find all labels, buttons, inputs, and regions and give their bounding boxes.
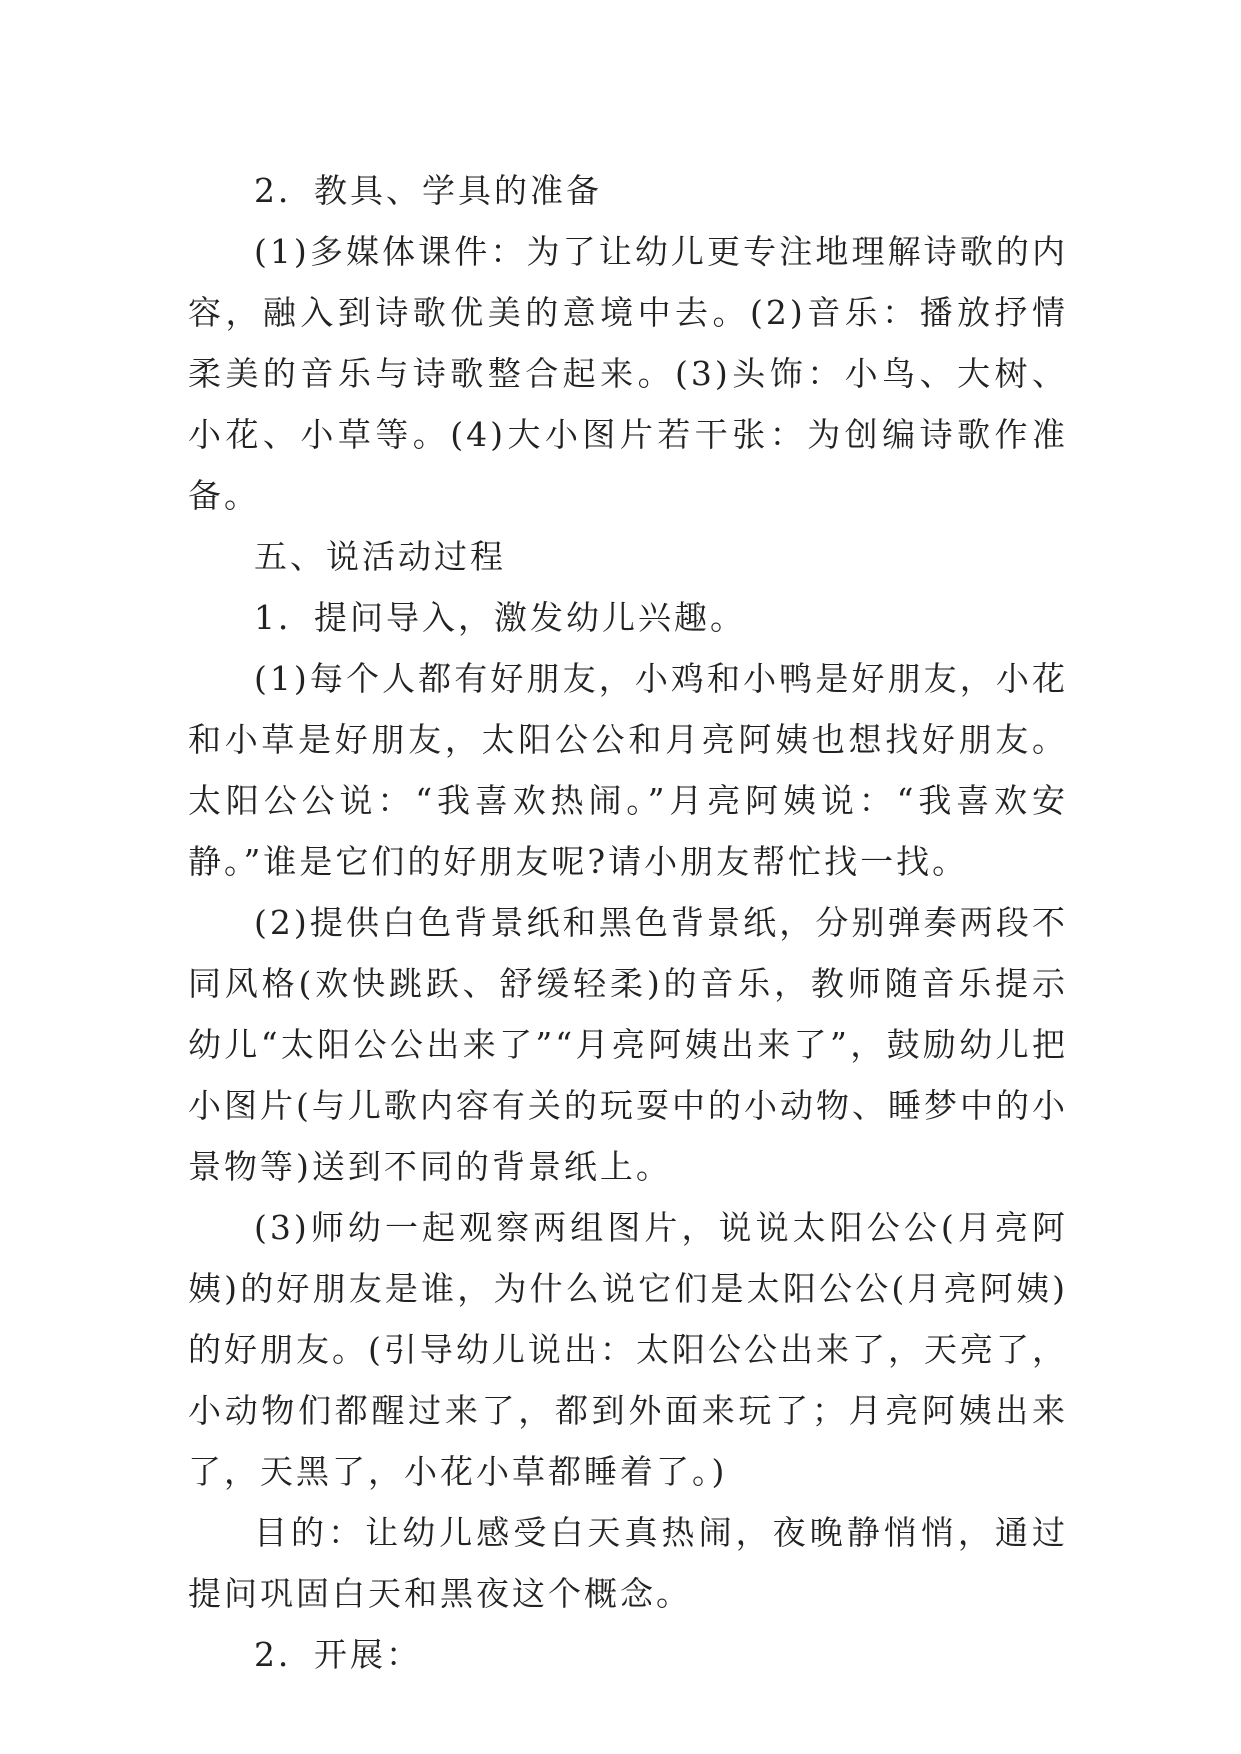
paragraph-step-one-item-3: (3)师幼一起观察两组图片，说说太阳公公(月亮阿姨)的好朋友是谁，为什么说它们是太阳公公(月亮阿姨)的好朋友。(引导幼儿说出：太阳公公出来了，天亮了，小动物们都醒过来了，都到外面来玩了；月亮阿姨出来了，天黑了，小花小草都睡着了。)	[188, 1208, 1068, 1491]
paragraph-section-five-heading: 五、说活动过程	[254, 537, 506, 576]
paragraph-step-two-heading: 2．开展：	[254, 1635, 422, 1674]
paragraph-materials-list: (1)多媒体课件：为了让幼儿更专注地理解诗歌的内容，融入到诗歌优美的意境中去。(2)音乐：播放抒情柔美的音乐与诗歌整合起来。(3)头饰：小鸟、大树、小花、小草等。(4)大小图片若干张：为创编诗歌作准备。	[188, 232, 1068, 515]
document-body	[188, 160, 1068, 1685]
paragraph-step-one-item-1: (1)每个人都有好朋友，小鸡和小鸭是好朋友，小花和小草是好朋友，太阳公公和月亮阿姨也想找好朋友。太阳公公说：“我喜欢热闹。”月亮阿姨说：“我喜欢安静。”谁是它们的好朋友呢?请小朋友帮忙找一找。	[188, 659, 1068, 881]
paragraph-purpose: 目的：让幼儿感受白天真热闹，夜晚静悄悄，通过提问巩固白天和黑夜这个概念。	[188, 1513, 1068, 1613]
paragraph-step-one-item-2: (2)提供白色背景纸和黑色背景纸，分别弹奏两段不同风格(欢快跳跃、舒缓轻柔)的音乐，教师随音乐提示幼儿“太阳公公出来了”“月亮阿姨出来了”，鼓励幼儿把小图片(与儿歌内容有关的玩耍中的小动物、睡梦中的小景物等)送到不同的背景纸上。	[188, 903, 1068, 1186]
paragraph-step-one-heading: 1．提问导入，激发幼儿兴趣。	[254, 598, 746, 637]
paragraph-teaching-materials-heading: 2．教具、学具的准备	[254, 171, 602, 210]
